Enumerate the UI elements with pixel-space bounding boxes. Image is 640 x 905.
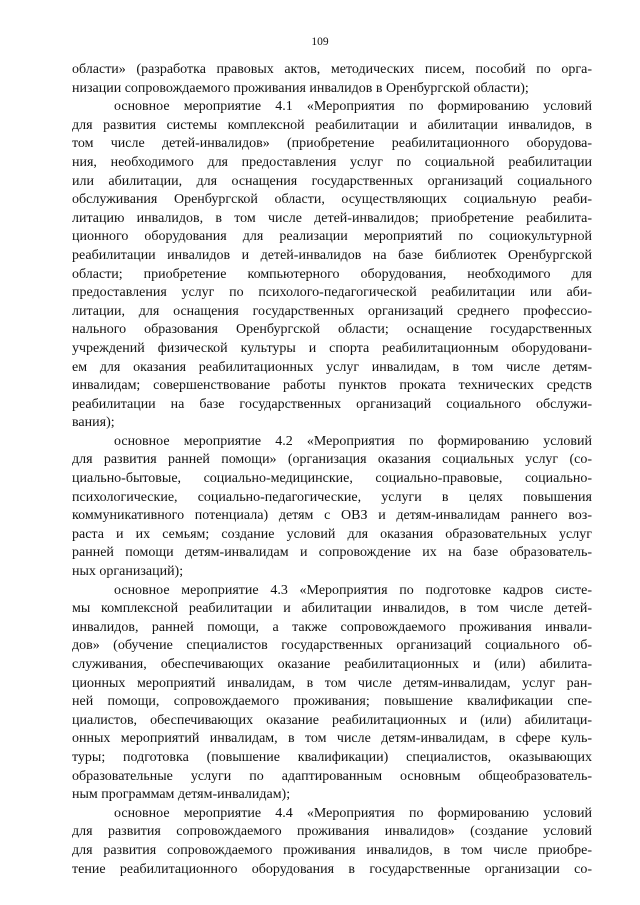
text-line: тение реабилитационного оборудования в государственные организации со- [72, 861, 592, 877]
text-line: том числе детей-инвалидов» (приобретение реабилитационного оборудова- [72, 136, 592, 152]
text-line: основное мероприятие 4.1 «Мероприятия по формированию условий [114, 99, 592, 115]
text-line: туры; подготовка (повышение квалификации) специалистов, оказывающих [72, 749, 592, 765]
text-line: области» (разработка правовых актов, методических писем, пособий по орга- [72, 62, 592, 77]
text-line: ных организаций); [72, 564, 184, 580]
text-line: основное мероприятие 4.3 «Мероприятия по подготовке кадров систе- [114, 582, 592, 598]
text-line: ранней помощи детям-инвалидам и сопровождение их на базе образователь- [72, 545, 592, 561]
text-line: нального образования Оренбургской области; оснащение государственных [72, 322, 592, 338]
text-line: вания); [72, 415, 115, 431]
text-line: циально-бытовые, социально-медицинские, социально-правовые, социально- [72, 471, 592, 487]
text-line: ней помощи, сопровождаемого проживания; повышение квалификации спе- [72, 694, 592, 710]
text-line: циалистов, обеспечивающих оказание реабилитационных и (или) абилитаци- [72, 712, 592, 728]
text-line: основное мероприятие 4.2 «Мероприятия по формированию условий [114, 433, 592, 449]
text-line: для развития сопровождаемого проживания инвалидов, в том числе приобре- [72, 842, 592, 858]
text-line: обслуживания Оренбургской области, осуществляющих социальную реаби- [72, 192, 592, 208]
body-text [72, 61, 592, 879]
text-line: раста и их семьям; создание условий для оказания образовательных услуг [72, 526, 592, 542]
text-line: области; приобретение компьютерного оборудования, необходимого для [72, 266, 592, 282]
text-line: литации, для оснащения государственных организаций среднего профессио- [72, 303, 592, 319]
text-line: инвалидам; совершенствование работы пунктов проката технических средств [72, 378, 592, 394]
text-line: для развития системы комплексной реабилитации и абилитации инвалидов, в [72, 117, 592, 133]
text-line: предоставления услуг по психолого-педагогической реабилитации или аби- [72, 285, 592, 301]
text-line: ционных мероприятий инвалидам, в том числе детям-инвалидам, услуг ран- [72, 675, 592, 691]
text-line: ния, необходимого для предоставления услуг по социальной реабилитации [72, 154, 592, 170]
page-number: 109 [311, 36, 329, 48]
text-line: реабилитации на базе государственных организаций социального обслужи- [72, 396, 592, 412]
text-line: или абилитации, для оснащения государственных организаций социального [72, 173, 592, 189]
text-line: литацию инвалидов, в том числе детей-инвалидов; приобретение реабилита- [72, 210, 592, 226]
text-line: ем для оказания реабилитационных услуг инвалидам, в том числе детям- [72, 359, 592, 375]
text-line: для развития сопровождаемого проживания инвалидов» (создание условий [72, 824, 592, 840]
text-line: дов» (обучение специалистов государственных организаций социального об- [72, 638, 592, 654]
text-line: коммуникативного потенциала) детям с ОВЗ и детям-инвалидам раннего воз- [72, 508, 592, 524]
text-line: инвалидов, ранней помощи, а также сопровождаемого проживания инвали- [72, 619, 592, 635]
text-line: ционного оборудования для реализации мероприятий по социокультурной [72, 229, 592, 245]
text-line: психологические, социально-педагогические, услуги в целях повышения [72, 489, 592, 505]
text-line: для развития ранней помощи» (организация оказания социальных услуг (со- [72, 452, 592, 468]
text-line: низации сопровождаемого проживания инвалидов в Оренбургской области); [72, 80, 529, 96]
text-line: ным программам детям-инвалидам); [72, 787, 291, 803]
text-line: мы комплексной реабилитации и абилитации инвалидов, в том числе детей- [72, 601, 592, 617]
text-line: реабилитации инвалидов и детей-инвалидов на базе библиотек Оренбургской [72, 247, 592, 263]
text-line: образовательные услуги по адаптированным основным общеобразователь- [72, 768, 592, 784]
text-line: основное мероприятие 4.4 «Мероприятия по формированию условий [114, 805, 592, 821]
text-line: учреждений физической культуры и спорта реабилитационным оборудовани- [72, 340, 592, 356]
text-line: онных мероприятий инвалидам, в том числе детям-инвалидам, в сфере куль- [72, 731, 592, 747]
text-line: служивания, обеспечивающих оказание реабилитационных и (или) абилита- [72, 657, 592, 672]
